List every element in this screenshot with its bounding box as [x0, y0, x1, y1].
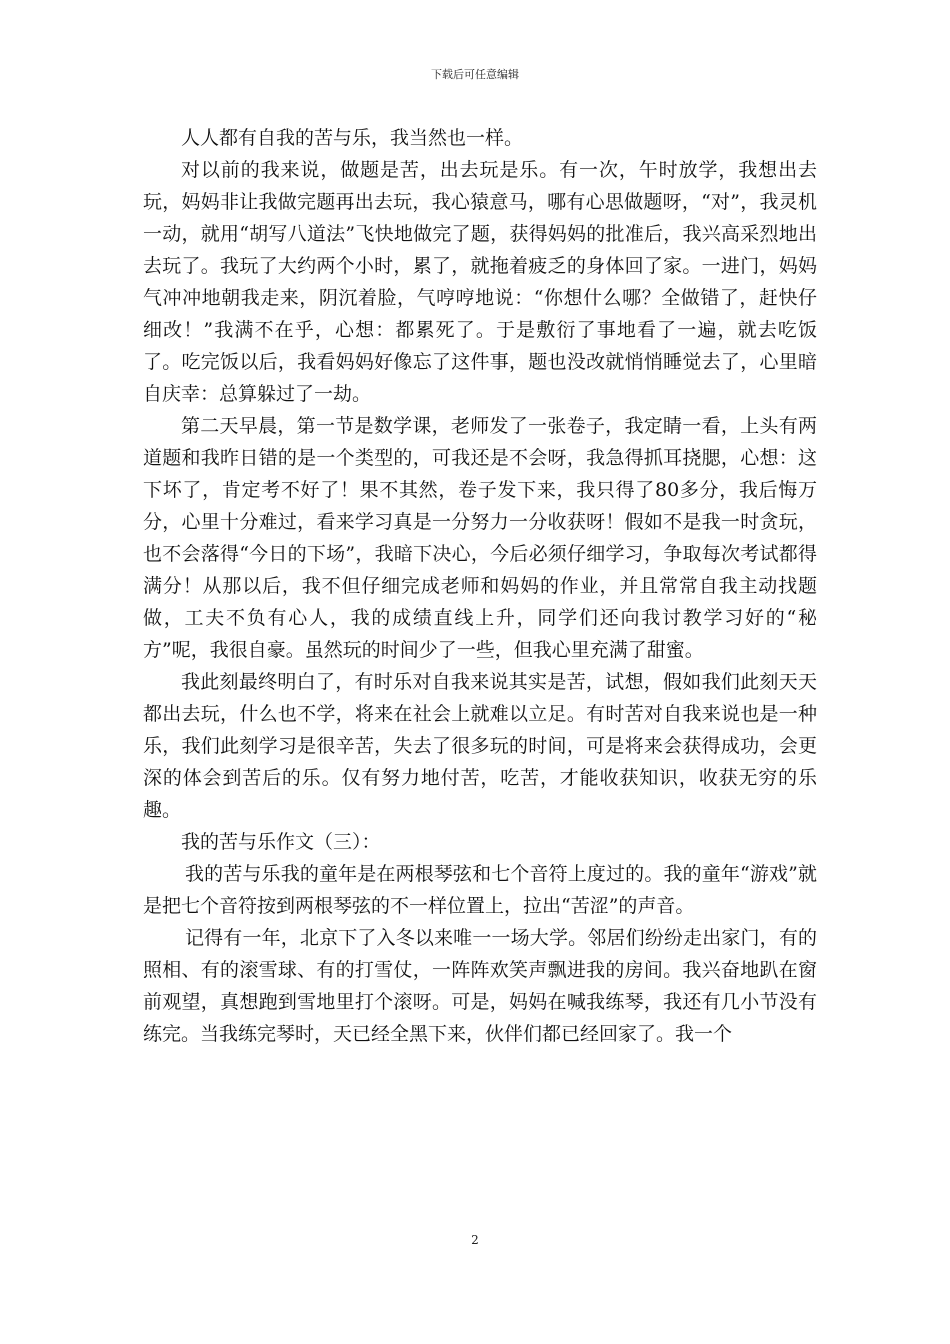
section-heading-essay-three: 我的苦与乐作文（三）： [181, 831, 381, 853]
paragraph-past-experience: 对以前的我来说，做题是苦，出去玩是乐。有一次，午时放学，我想出去玩，妈妈非让我做完题再出去玩，我心猿意马，哪有心思做题呀，“对”，我灵机一动，就用“胡写八道法”飞快地做完了题，获得妈妈的批准后，我兴高采烈地出去玩了。我玩了大约两个小时，累了，就拖着疲乏的身体回了家。一进门，妈妈气冲冲地朝我走来，阴沉着脸，气哼哼地说：“你想什么哪？全做错了，赶快仔细改！”我满不在乎，心想：都累死了。于是敷衍了事地看了一遍，就去吃饭了。吃完饭以后，我看妈妈好像忘了这件事，题也没改就悄悄睡觉去了，心里暗自庆幸：总算躲过了一劫。 [143, 159, 817, 405]
page-header: 下载后可任意编辑 [431, 68, 519, 81]
paragraph-next-morning: 第二天早晨，第一节是数学课，老师发了一张卷子，我定睛一看，上头有两道题和我昨日错的是一个类型的，可我还是不会呀，我急得抓耳挠腮，心想：这下坏了，肯定考不好了！果不其然，卷子发下来，我只得了80多分，我后悔万分，心里十分难过，看来学习真是一分努力一分收获呀！假如不是我一时贪玩，也不会落得“今日的下场”，我暗下决心，今后必须仔细学习，争取每次考试都得满分！从那以后，我不但仔细完成老师和妈妈的作业，并且常常自我主动找题做，工夫不负有心人，我的成绩直线上升，同学们还向我讨教学习好的“秘方”呢，我很自豪。虽然玩的时间少了一些，但我心里充满了甜蜜。 [143, 415, 817, 661]
paragraph-childhood-violin: 我的苦与乐我的童年是在两根琴弦和七个音符上度过的。我的童年“游戏”就是把七个音符按到两根琴弦的不一样位置上，拉出“苦涩”的声音。 [143, 863, 817, 917]
document-body [143, 122, 817, 1050]
paragraph-intro: 人人都有自我的苦与乐，我当然也一样。 [181, 127, 524, 149]
paragraph-snow-day: 记得有一年，北京下了入冬以来唯一一场大学。邻居们纷纷走出家门，有的照相、有的滚雪球、有的打雪仗，一阵阵欢笑声飘进我的房间。我兴奋地趴在窗前观望，真想跑到雪地里打个滚呀。可是，妈妈在喊我练琴，我还有几小节没有练完。当我练完琴时，天已经全黑下来，伙伴们都已经回家了。我一个 [143, 927, 817, 1045]
page-number: 2 [471, 1233, 479, 1247]
paragraph-realization: 我此刻最终明白了，有时乐对自我来说其实是苦，试想，假如我们此刻天天都出去玩，什么也不学，将来在社会上就难以立足。有时苦对自我来说也是一种乐，我们此刻学习是很辛苦，失去了很多玩的时间，可是将来会获得成功，会更深的体会到苦后的乐。仅有努力地付苦，吃苦，才能收获知识，收获无穷的乐趣。 [143, 671, 817, 821]
